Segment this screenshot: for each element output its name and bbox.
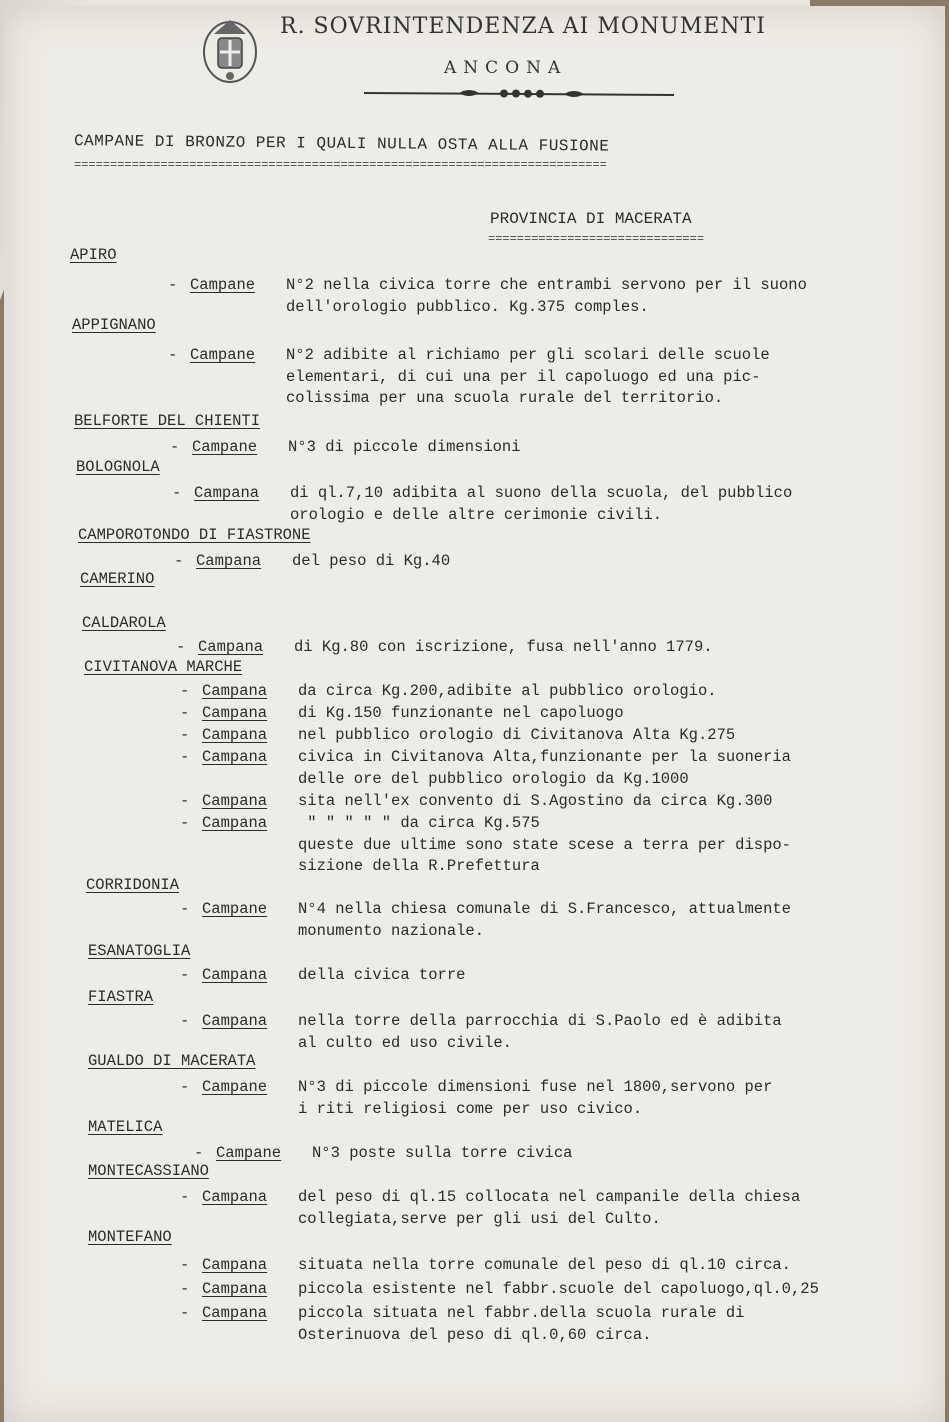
title-rule: ========================================================================== [74,158,607,172]
bell-description: di ql.7,10 adibita al suono della scuola, del pubblico [290,484,793,502]
list-dash: - [180,1012,190,1030]
coat-of-arms-icon [200,12,260,86]
bell-kind: Campane [190,346,256,364]
bell-kind: Campana [202,1280,268,1298]
bell-kind: Campana [202,966,268,984]
bell-description-continued: elementari, di cui una per il capoluogo ed una pic- [286,367,761,386]
bell-entry [168,276,807,294]
list-dash: - [194,1144,204,1162]
town-name: APPIGNANO [72,316,156,334]
town-name: CIVITANOVA MARCHE [84,658,243,676]
list-dash: - [180,726,190,744]
bell-description: di Kg.80 con iscrizione, fusa nell'anno 1779. [294,638,713,656]
bell-entry [180,1078,772,1096]
town-name: MONTEFANO [88,1228,172,1246]
bell-entry [180,1280,819,1298]
bell-description: del peso di ql.15 collocata nel campanile della chiesa [298,1188,801,1206]
list-dash: - [170,438,180,456]
bell-description: nel pubblico orologio di Civitanova Alta Kg.275 [298,726,736,744]
town-name: BOLOGNOLA [76,458,160,476]
bell-entry [180,1304,744,1322]
list-dash: - [180,814,190,832]
town-name: CAMERINO [80,570,155,588]
bell-description: situata nella torre comunale del peso di ql.10 circa. [298,1256,791,1274]
bell-kind: Campana [202,1188,268,1206]
bell-entry [170,438,521,456]
bell-description-continued: Osterinuova del peso di ql.0,60 circa. [298,1325,652,1344]
list-dash: - [168,346,178,364]
list-dash: - [174,552,184,570]
bell-description: del peso di Kg.40 [292,552,451,570]
list-dash: - [180,900,190,918]
bell-entry [194,1144,572,1162]
bell-description-continued: orologio e delle altre cerimonie civili. [290,505,663,524]
bell-description-continued: delle ore del pubblico orologio da Kg.1000 [298,769,689,788]
bell-description: della civica torre [298,966,466,984]
list-dash: - [180,1256,190,1274]
bell-description-continued: colissima per una scuola rurale del territorio. [286,389,724,407]
town-name: FIASTRA [88,988,154,1006]
bell-kind: Campane [202,900,268,918]
bell-description-continued: al culto ed uso civile. [298,1033,512,1052]
town-name: GUALDO DI MACERATA [88,1052,256,1070]
bell-description: " " " " " da circa Kg.575 [298,814,540,832]
bell-kind: Campana [202,704,268,722]
bell-entry [180,1012,782,1030]
bell-entry [176,638,713,656]
bell-description: N°3 di piccole dimensioni fuse nel 1800,servono per [298,1078,773,1096]
list-dash: - [180,1188,190,1206]
list-dash: - [180,704,190,722]
bell-entry [180,1188,800,1206]
town-name: CALDAROLA [82,614,166,632]
bell-description: N°4 nella chiesa comunale di S.Francesco, attualmente [298,900,791,918]
office-city: ANCONA [444,58,568,78]
bell-kind: Campana [202,1304,268,1322]
bell-entry [180,1256,791,1274]
town-name: MATELICA [88,1118,163,1136]
bell-description: piccola situata nel fabbr.della scuola rurale di [298,1304,745,1322]
bell-entry [172,484,792,502]
province-heading: PROVINCIA DI MACERATA [490,210,692,228]
bell-description-continued: dell'orologio pubblico. Kg.375 comples. [286,297,649,316]
town-name: BELFORTE DEL CHIENTI [74,412,261,430]
town-name: APIRO [70,246,117,264]
list-dash: - [180,792,190,810]
document-sheet [4,6,945,1422]
town-name: ESANATOGLIA [88,942,191,960]
bell-kind: Campana [194,484,260,502]
town-name: MONTECASSIANO [88,1162,209,1180]
bell-description: N°3 poste sulla torre civica [312,1144,573,1162]
bell-description: N°3 di piccole dimensioni [288,438,521,456]
bell-kind: Campana [202,814,268,832]
bell-entry [180,792,772,810]
bell-entry [180,814,540,832]
bell-description: nella torre della parrocchia di S.Paolo ed è adibita [298,1012,782,1030]
document-title: CAMPANE DI BRONZO PER I QUALI NULLA OSTA ALLA FUSIONE [73,132,610,156]
bell-entry [180,726,735,744]
bell-kind: Campana [202,682,268,700]
bell-entry [168,346,770,364]
bell-description: piccola esistente nel fabbr.scuole del capoluogo,ql.0,25 [298,1280,819,1298]
bell-kind: Campane [190,276,256,294]
town-name: CORRIDONIA [86,876,180,894]
list-dash: - [168,276,178,294]
bell-entry [180,682,717,700]
bell-kind: Campana [202,1256,268,1274]
list-dash: - [176,638,186,656]
bell-description-continued: i riti religiosi come per uso civico. [298,1099,643,1118]
bell-description-continued: queste due ultime sono state scese a terra per dispo- [298,835,791,854]
bell-entry [180,748,791,766]
bell-description: N°2 adibite al richiamo per gli scolari delle scuole [286,346,770,364]
bell-entry [174,552,450,570]
bell-description: sita nell'ex convento di S.Agostino da circa Kg.300 [298,792,773,810]
bell-kind: Campana [202,748,268,766]
list-dash: - [180,1078,190,1096]
bell-kind: Campane [202,1078,268,1096]
bell-description-continued: sizione della R.Prefettura [298,857,540,875]
bell-kind: Campana [196,552,262,570]
list-dash: - [180,1304,190,1322]
bell-kind: Campana [202,792,268,810]
town-name: CAMPOROTONDO DI FIASTRONE [78,526,311,544]
province-rule: ============================== [488,232,705,246]
bell-description: da circa Kg.200,adibite al pubblico orologio. [298,682,717,700]
bell-entry [180,704,624,722]
bell-kind: Campana [202,726,268,744]
bell-description-continued: collegiata,serve per gli usi del Culto. [298,1209,661,1228]
decorative-rule [364,86,674,100]
bell-description-continued: monumento nazionale. [298,921,485,940]
list-dash: - [180,966,190,984]
bell-description: di Kg.150 funzionante nel capoluogo [298,704,624,722]
bell-kind: Campane [216,1144,282,1162]
letterhead [4,6,945,106]
bell-kind: Campana [202,1012,268,1030]
list-dash: - [180,1280,190,1298]
list-dash: - [180,682,190,700]
bell-entry [180,900,791,918]
bell-description: N°2 nella civica torre che entrambi servono per il suono [286,276,807,294]
list-dash: - [180,748,190,766]
bell-entry [180,966,465,984]
bell-kind: Campana [198,638,264,656]
bell-kind: Campane [192,438,258,456]
bell-description: civica in Civitanova Alta,funzionante per la suoneria [298,748,791,766]
office-name: R. SOVRINTENDENZA AI MONUMENTI [280,14,766,39]
list-dash: - [172,484,182,502]
